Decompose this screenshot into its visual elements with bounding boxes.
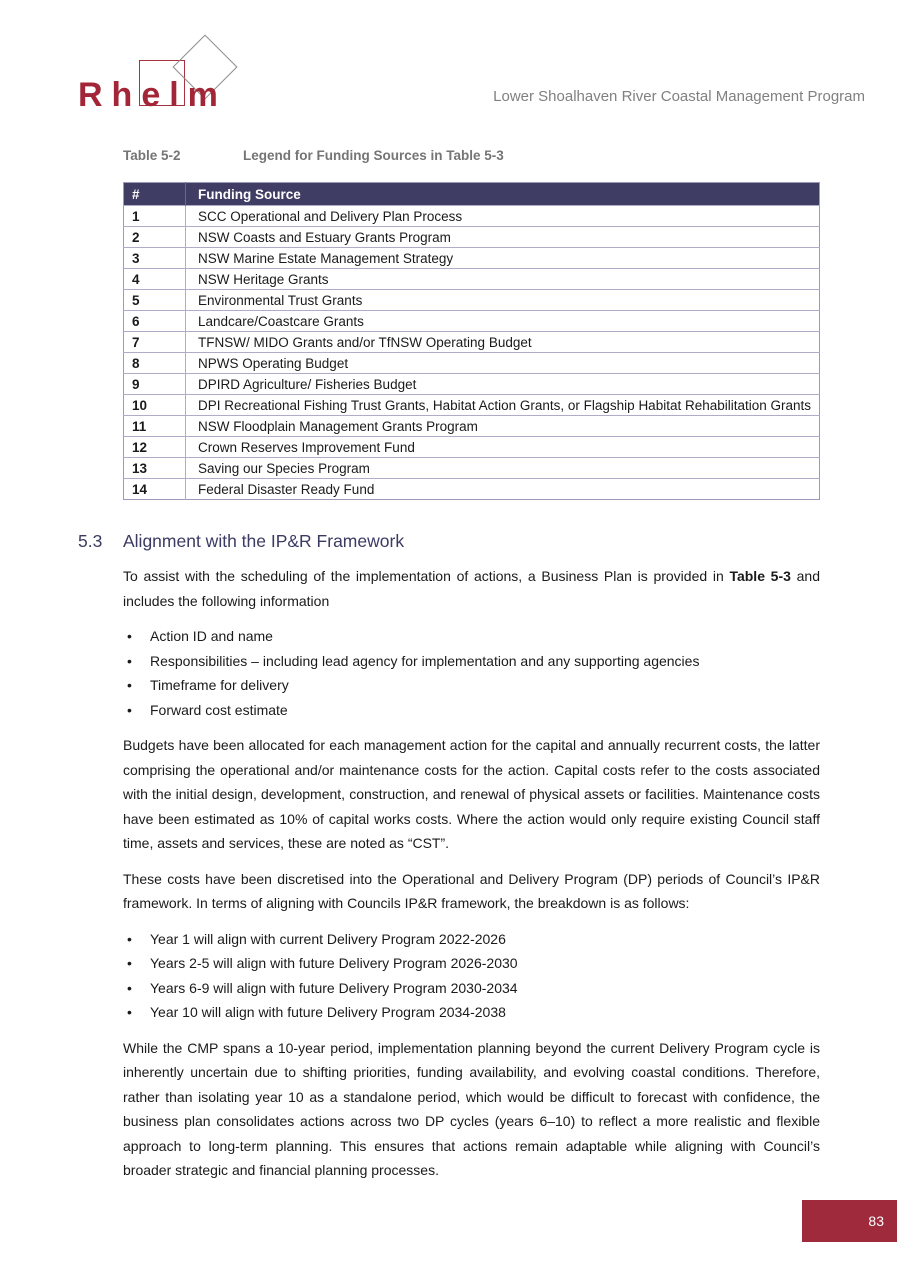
row-number-cell: 10 — [124, 395, 186, 416]
funding-source-cell: Crown Reserves Improvement Fund — [186, 437, 820, 458]
table-row — [124, 206, 820, 227]
document-header-title: Lower Shoalhaven River Coastal Management Program — [493, 88, 865, 105]
row-number-cell: 13 — [124, 458, 186, 479]
funding-source-cell: DPIRD Agriculture/ Fisheries Budget — [186, 374, 820, 395]
cmp-planning-paragraph: While the CMP spans a 10-year period, implementation planning beyond the current Delivery Program cycle is inherently uncertain due to shifting priorities, funding availability, and evolving coastal conditions. Therefore, rather than isolating year 10 as a standalone period, which would be difficult to forecast with confidence, the business plan consolidates actions across two DP cycles (years 6–10) to reflect a more realistic and flexible approach to long-term planning. This ensures that actions remain adaptable while aligning with Council’s broader strategic and financial planning processes. — [123, 1039, 820, 1178]
funding-source-cell: NSW Coasts and Estuary Grants Program — [186, 227, 820, 248]
table-caption — [123, 148, 820, 163]
page-content — [78, 148, 820, 1194]
row-number-cell: 6 — [124, 311, 186, 332]
table-row — [124, 374, 820, 395]
funding-source-cell: NSW Floodplain Management Grants Program — [186, 416, 820, 437]
table-row — [124, 458, 820, 479]
funding-source-cell: Environmental Trust Grants — [186, 290, 820, 311]
table-row — [124, 269, 820, 290]
logo-wordmark: Rhelm — [78, 76, 227, 114]
list-item: • Years 6-9 will align with future Delivery Program 2030-2034 — [123, 976, 820, 1001]
table-row — [124, 395, 820, 416]
business-plan-info-list — [123, 624, 820, 722]
ipr-alignment-list — [123, 927, 820, 1025]
row-number-cell: 1 — [124, 206, 186, 227]
row-number-cell: 9 — [124, 374, 186, 395]
list-item: • Timeframe for delivery — [123, 673, 820, 698]
table-row — [124, 437, 820, 458]
budgets-paragraph: Budgets have been allocated for each management action for the capital and annually recurrent costs, the latter comprising the operational and/or maintenance costs for the action. Capital costs refer to the costs associated with the initial design, development, construction, and renewal of physical assets or facilities. Maintenance costs have been estimated as 10% of capital works costs. Where the action would only require existing Council staff time, assets and services, these are noted as “CST”. — [123, 737, 820, 851]
intro-text-2: and includes the following information — [123, 568, 820, 609]
table-caption-label: Table 5-2 — [123, 148, 181, 163]
table-row — [124, 248, 820, 269]
funding-source-cell: Saving our Species Program — [186, 458, 820, 479]
funding-source-cell: SCC Operational and Delivery Plan Process — [186, 206, 820, 227]
row-number-cell: 3 — [124, 248, 186, 269]
column-header-number: # — [124, 183, 186, 206]
intro-paragraph — [123, 564, 820, 613]
table-row — [124, 416, 820, 437]
funding-sources-table — [123, 182, 820, 500]
table-header-row — [124, 183, 820, 206]
list-item: • Forward cost estimate — [123, 698, 820, 723]
row-number-cell: 7 — [124, 332, 186, 353]
table-caption-title: Legend for Funding Sources in Table 5-3 — [243, 148, 504, 163]
row-number-cell: 5 — [124, 290, 186, 311]
table-row — [124, 479, 820, 500]
row-number-cell: 4 — [124, 269, 186, 290]
section-title: Alignment with the IP&R Framework — [123, 531, 405, 551]
funding-source-cell: DPI Recreational Fishing Trust Grants, Habitat Action Grants, or Flagship Habitat Rehabilitation Grants — [186, 395, 820, 416]
table-row — [124, 332, 820, 353]
list-item: • Action ID and name — [123, 624, 820, 649]
row-number-cell: 14 — [124, 479, 186, 500]
funding-source-cell: Landcare/Coastcare Grants — [186, 311, 820, 332]
table-row — [124, 311, 820, 332]
funding-source-cell: NSW Marine Estate Management Strategy — [186, 248, 820, 269]
section-heading — [78, 530, 820, 552]
table-row — [124, 353, 820, 374]
list-item: • Year 10 will align with future Delivery Program 2034-2038 — [123, 1000, 820, 1025]
funding-source-cell: TFNSW/ MIDO Grants and/or TfNSW Operating Budget — [186, 332, 820, 353]
table-row — [124, 227, 820, 248]
row-number-cell: 8 — [124, 353, 186, 374]
list-item: • Years 2-5 will align with future Delivery Program 2026-2030 — [123, 951, 820, 976]
table-5-3-reference: Table 5-3 — [729, 568, 791, 584]
row-number-cell: 12 — [124, 437, 186, 458]
table-row — [124, 290, 820, 311]
funding-source-cell: Federal Disaster Ready Fund — [186, 479, 820, 500]
rhelm-logo — [78, 44, 258, 114]
row-number-cell: 2 — [124, 227, 186, 248]
column-header-funding-source: Funding Source — [186, 183, 820, 206]
section-number: 5.3 — [78, 531, 103, 551]
funding-source-cell: NPWS Operating Budget — [186, 353, 820, 374]
row-number-cell: 11 — [124, 416, 186, 437]
list-item: • Year 1 will align with current Delivery Program 2022-2026 — [123, 927, 820, 952]
list-item: • Responsibilities – including lead agency for implementation and any supporting agencies — [123, 649, 820, 674]
intro-text-1: To assist with the scheduling of the implementation of actions, a Business Plan is provided in — [123, 568, 730, 584]
page-number-badge: 83 — [802, 1200, 897, 1242]
funding-source-cell: NSW Heritage Grants — [186, 269, 820, 290]
discretised-paragraph: These costs have been discretised into the Operational and Delivery Program (DP) periods of Council’s IP&R framework. In terms of aligning with Councils IP&R framework, the breakdown is as follows: — [123, 870, 820, 911]
